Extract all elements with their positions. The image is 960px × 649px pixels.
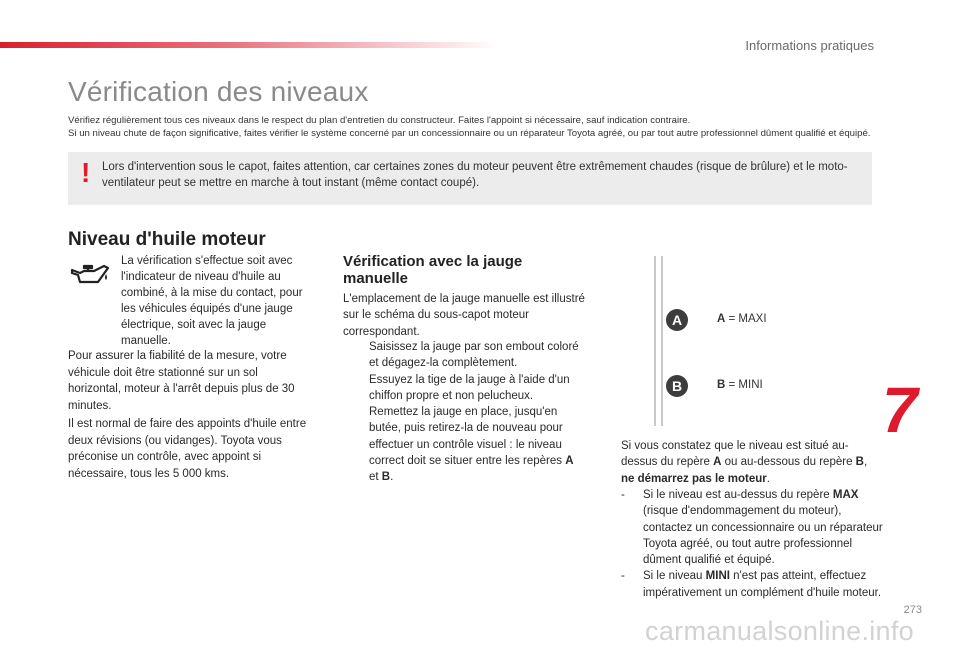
label-mini-key: B [717,379,726,391]
result-item-text: Si le niveau [643,570,703,583]
watermark: carmanualsonline.info [645,616,914,646]
dash-bullet: - [621,570,625,583]
step-text: Remettez la jauge en place, jusqu'en butée, puis retirez-la de nouveau pour effectuer un contrôle visuel : le niveau correct doit se situer entre les repères [369,406,563,468]
result-item-text: Si le niveau est au-dessus du repère [643,489,830,501]
list-item [621,487,883,568]
list-item [343,404,591,485]
step-marker-b: B [381,471,391,484]
result-warning-bold: ne démarrez pas le moteur [621,472,767,485]
step-text: Saisissez la jauge par son embout coloré et dégagez-la complètement. [369,341,579,370]
label-mini [717,379,763,391]
warning-text: Lors d'intervention sous le capot, faites attention, car certaines zones du moteur peuvent être extrêmement chaudes (risque de brûlure) et le moto-ventilateur peut se mettre en marche à tout instant (même contact coupé). [102,161,848,189]
result-text: ou au-dessous du repère [724,456,853,469]
dipstick-steps [343,339,591,486]
list-item [343,372,591,405]
step-end: . [390,471,394,484]
result-end: . [766,472,770,485]
oil-measure-paragraph: Pour assurer la fiabilité de la mesure, votre véhicule doit être stationné sur un sol horizontal, moteur à l'arrêt depuis plus de 30 minutes. [68,350,295,412]
marker-b-icon [666,375,688,397]
result-text: Si vous constatez que le niveau est situé au-dessus du repère [621,440,849,469]
intro-line-2: Si un niveau chute de façon significative, faites vérifier le système concerné par un concessionnaire ou un réparateur Toyota agréé, ou par tout autre professionnel dûment qualifié et équipé. [68,128,871,139]
oil-can-icon [70,262,110,290]
label-maxi-value: = MAXI [728,313,767,325]
intro-text [68,114,908,140]
svg-text:B: B [671,378,683,394]
oil-indicator-text: La vérification s'effectue soit avec l'indicateur de niveau d'huile au combiné, à la mise du contact, pour les véhicules équipés d'une jauge électrique, soit avec la jauge manuelle. [121,255,303,347]
step-text: Essuyez la tige de la jauge à l'aide d'un chiffon propre et non pelucheux. [369,373,570,402]
label-maxi [717,313,767,325]
warning-box [68,152,872,205]
list-item [621,568,883,601]
marker-a-icon [666,309,688,331]
step-marker-a: A [565,455,574,468]
list-item [343,339,591,372]
dipstick-intro: L'emplacement de la jauge manuelle est illustré sur le schéma du sous-capot moteur correspondant. [343,293,585,338]
page-number: 273 [903,604,922,616]
oil-topup-paragraph: Il est normal de faire des appoints d'huile entre deux révisions (ou vidanges). Toyota vous préconise un contrôle, avec appoint si nécessaire, tous les 5 000 kms. [68,418,307,480]
oil-level-title: Niveau d'huile moteur [68,229,266,250]
result-max: MAX [832,489,859,501]
result-item-text: n'est pas atteint, effectuez impérativement un complément d'huile moteur. [643,570,882,599]
result-comma: , [863,456,868,469]
level-result-paragraph [621,438,883,487]
section-header: Informations pratiques [745,38,874,53]
dipstick-diagram [640,256,700,426]
level-result-list [621,487,883,601]
chapter-number: 7 [882,374,918,446]
dipstick-title: Vérification avec la jauge manuelle [343,253,523,287]
warning-icon: ! [81,157,91,188]
header-accent-bar [0,42,500,48]
page-title: Vérification des niveaux [68,76,369,107]
step-and: et [369,471,379,484]
intro-line-1: Vérifiez régulièrement tous ces niveaux dans le respect du plan d'entretien du constructeur. Faites l'appoint si nécessaire, sauf indication contraire. [68,115,691,126]
dash-bullet: - [621,489,625,501]
result-marker-a: A [713,456,722,469]
result-marker-b: B [855,456,864,469]
result-mini: MINI [705,570,730,583]
label-maxi-key: A [717,313,726,325]
svg-text:A: A [671,312,683,328]
result-item-text: (risque d'endommagement du moteur), contactez un concessionnaire ou un réparateur Toyota agréé, ou tout autre professionnel dûment qualifié et équipé. [643,505,883,567]
label-mini-value: = MINI [728,379,763,391]
